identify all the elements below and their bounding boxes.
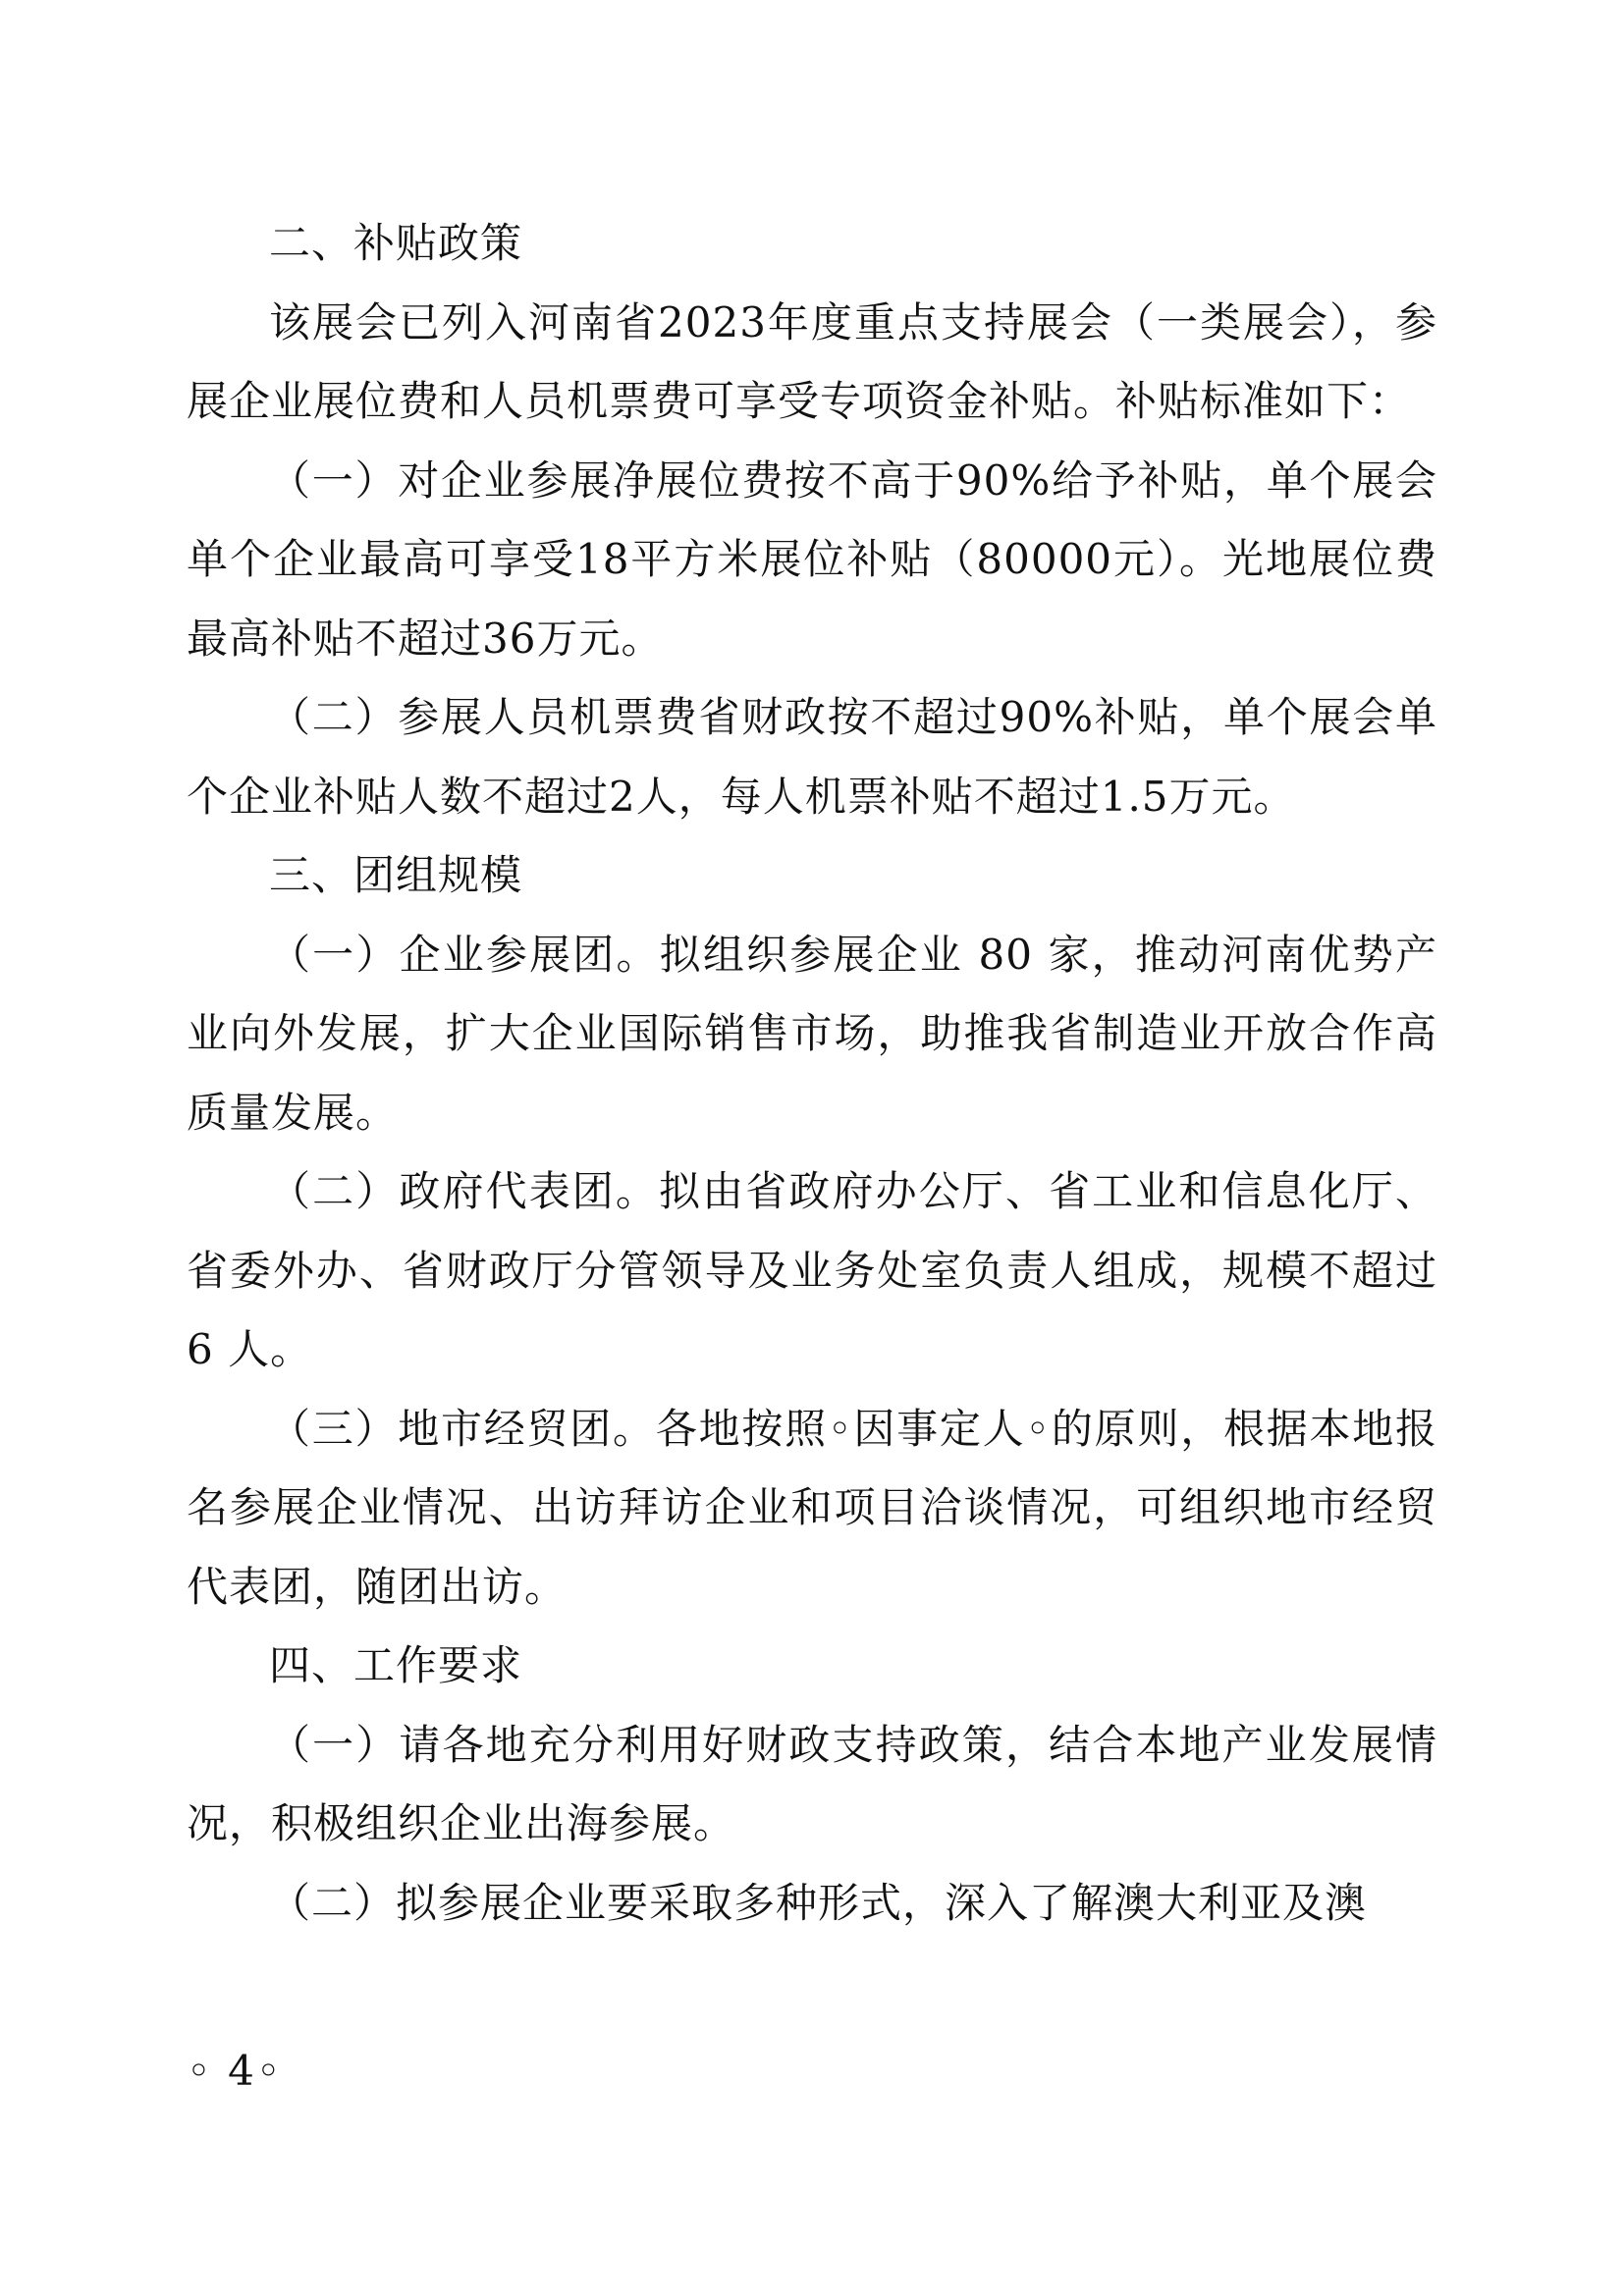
section-heading-work-requirements: 四、工作要求: [269, 1641, 523, 1689]
section-heading-subsidy-policy: 二、补贴政策: [269, 219, 523, 267]
page-number: ◦ 4◦: [187, 2047, 283, 2095]
paragraph-requirement-one: （一）请各地充分利用好财政支持政策，结合本地产业发展情况，积极组织企业出海参展。: [187, 1720, 1437, 1847]
section-heading-delegation-scale: 三、团组规模: [269, 851, 523, 899]
paragraph-booth-subsidy: （一）对企业参展净展位费按不高于90%给予补贴，单个展会单个企业最高可享受18平方米展位补贴（80000元）。光地展位费最高补贴不超过36万元。: [187, 455, 1437, 663]
paragraph-exhibition-listing: 该展会已列入河南省2023年度重点支持展会（一类展会），参展企业展位费和人员机票费可享受专项资金补贴。补贴标准如下：: [187, 297, 1437, 425]
paragraph-enterprise-delegation: （一）企业参展团。拟组织参展企业 80 家，推动河南优势产业向外发展，扩大企业国际销售市场，助推我省制造业开放合作高质量发展。: [187, 930, 1437, 1137]
document-body: [187, 204, 1437, 1943]
paragraph-airfare-subsidy: （二）参展人员机票费省财政按不超过90%补贴，单个展会单个企业补贴人数不超过2人，每人机票补贴不超过1.5万元。: [187, 693, 1437, 821]
paragraph-requirement-two: （二）拟参展企业要采取多种形式，深入了解澳大利亚及澳: [269, 1878, 1368, 1927]
paragraph-government-delegation: （二）政府代表团。拟由省政府办公厅、省工业和信息化厅、省委外办、省财政厅分管领导及业务处室负责人组成，规模不超过 6 人。: [187, 1167, 1437, 1373]
paragraph-city-trade-delegation: （三）地市经贸团。各地按照◦因事定人◦的原则，根据本地报名参展企业情况、出访拜访企业和项目洽谈情况，可组织地市经贸代表团，随团出访。: [187, 1404, 1437, 1611]
